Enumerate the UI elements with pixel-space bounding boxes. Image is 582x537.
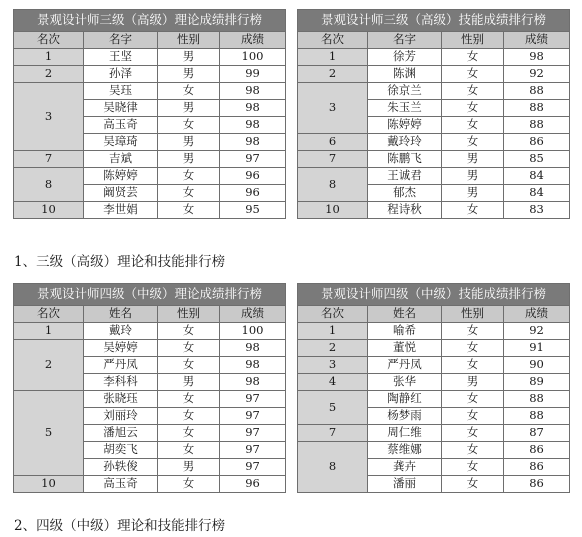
gender-cell: 女 bbox=[442, 476, 504, 493]
gender-cell: 女 bbox=[442, 425, 504, 442]
name-cell: 戴玲 bbox=[84, 323, 158, 340]
name-cell: 程诗秋 bbox=[368, 202, 442, 219]
name-cell: 戴玲玲 bbox=[368, 134, 442, 151]
table-row bbox=[14, 202, 286, 219]
score-cell: 96 bbox=[220, 185, 286, 202]
name-cell: 严丹凤 bbox=[84, 357, 158, 374]
table-row bbox=[298, 134, 570, 151]
table-row bbox=[14, 151, 286, 168]
gender-cell: 女 bbox=[442, 442, 504, 459]
score-cell: 86 bbox=[504, 459, 570, 476]
rank-cell: 1 bbox=[14, 323, 84, 340]
column-header: 名字 bbox=[368, 32, 442, 49]
gender-cell: 女 bbox=[442, 100, 504, 117]
rank-cell: 3 bbox=[298, 83, 368, 134]
gender-cell: 男 bbox=[442, 374, 504, 391]
rank-cell: 10 bbox=[14, 202, 84, 219]
score-cell: 97 bbox=[220, 408, 286, 425]
rank-cell: 7 bbox=[298, 151, 368, 168]
table-row bbox=[298, 168, 570, 185]
table-row bbox=[298, 323, 570, 340]
column-header: 名次 bbox=[14, 306, 84, 323]
score-cell: 98 bbox=[504, 49, 570, 66]
gender-cell: 女 bbox=[158, 323, 220, 340]
table-title: 景观设计师四级（中级）技能成绩排行榜 bbox=[298, 284, 570, 306]
name-cell: 王坚 bbox=[84, 49, 158, 66]
column-header: 名次 bbox=[298, 306, 368, 323]
name-cell: 胡奕飞 bbox=[84, 442, 158, 459]
table-row bbox=[298, 202, 570, 219]
name-cell: 陈婷婷 bbox=[368, 117, 442, 134]
name-cell: 李世娟 bbox=[84, 202, 158, 219]
name-cell: 张华 bbox=[368, 374, 442, 391]
score-cell: 99 bbox=[220, 66, 286, 83]
table-row bbox=[298, 151, 570, 168]
gender-cell: 女 bbox=[442, 134, 504, 151]
rank-cell: 2 bbox=[14, 340, 84, 391]
rank-cell: 8 bbox=[14, 168, 84, 202]
gender-cell: 女 bbox=[158, 442, 220, 459]
gender-cell: 女 bbox=[158, 476, 220, 493]
table-row bbox=[14, 66, 286, 83]
gender-cell: 女 bbox=[442, 408, 504, 425]
score-cell: 98 bbox=[220, 117, 286, 134]
rank-cell: 5 bbox=[298, 391, 368, 425]
rank-cell: 2 bbox=[298, 66, 368, 83]
column-header: 名字 bbox=[84, 32, 158, 49]
name-cell: 潘旭云 bbox=[84, 425, 158, 442]
score-cell: 95 bbox=[220, 202, 286, 219]
table-row bbox=[298, 66, 570, 83]
score-cell: 97 bbox=[220, 425, 286, 442]
score-cell: 97 bbox=[220, 442, 286, 459]
name-cell: 蔡维娜 bbox=[368, 442, 442, 459]
table-title: 景观设计师四级（中级）理论成绩排行榜 bbox=[14, 284, 286, 306]
score-cell: 88 bbox=[504, 100, 570, 117]
name-cell: 孙轶俊 bbox=[84, 459, 158, 476]
table-row bbox=[14, 391, 286, 408]
table-block bbox=[297, 283, 569, 493]
column-header: 成绩 bbox=[504, 306, 570, 323]
gender-cell: 男 bbox=[442, 185, 504, 202]
score-cell: 86 bbox=[504, 476, 570, 493]
name-cell: 郁杰 bbox=[368, 185, 442, 202]
name-cell: 吴璋琦 bbox=[84, 134, 158, 151]
column-header: 性别 bbox=[158, 32, 220, 49]
score-cell: 97 bbox=[220, 459, 286, 476]
gender-cell: 女 bbox=[158, 83, 220, 100]
rank-cell: 10 bbox=[14, 476, 84, 493]
table-block bbox=[13, 9, 285, 219]
score-cell: 98 bbox=[220, 83, 286, 100]
score-cell: 88 bbox=[504, 408, 570, 425]
name-cell: 朱玉兰 bbox=[368, 100, 442, 117]
rank-cell: 7 bbox=[14, 151, 84, 168]
score-cell: 86 bbox=[504, 442, 570, 459]
ranking-table bbox=[297, 9, 570, 219]
rank-cell: 7 bbox=[298, 425, 368, 442]
column-header: 性别 bbox=[442, 306, 504, 323]
table-title: 景观设计师三级（高级）理论成绩排行榜 bbox=[14, 10, 286, 32]
gender-cell: 女 bbox=[158, 340, 220, 357]
ranking-table bbox=[297, 283, 570, 493]
gender-cell: 男 bbox=[158, 374, 220, 391]
table-row bbox=[298, 83, 570, 100]
score-cell: 83 bbox=[504, 202, 570, 219]
name-cell: 董悦 bbox=[368, 340, 442, 357]
rank-cell: 8 bbox=[298, 168, 368, 202]
gender-cell: 女 bbox=[158, 408, 220, 425]
name-cell: 王诚君 bbox=[368, 168, 442, 185]
name-cell: 张晓珏 bbox=[84, 391, 158, 408]
score-cell: 97 bbox=[220, 151, 286, 168]
name-cell: 李科科 bbox=[84, 374, 158, 391]
rank-cell: 2 bbox=[298, 340, 368, 357]
name-cell: 龚卉 bbox=[368, 459, 442, 476]
score-cell: 88 bbox=[504, 117, 570, 134]
table-row bbox=[14, 168, 286, 185]
gender-cell: 女 bbox=[158, 168, 220, 185]
score-cell: 98 bbox=[220, 134, 286, 151]
column-header: 成绩 bbox=[220, 32, 286, 49]
score-cell: 92 bbox=[504, 66, 570, 83]
name-cell: 吉斌 bbox=[84, 151, 158, 168]
name-cell: 徐芳 bbox=[368, 49, 442, 66]
column-header: 成绩 bbox=[504, 32, 570, 49]
table-row bbox=[14, 476, 286, 493]
gender-cell: 女 bbox=[442, 49, 504, 66]
table-row bbox=[298, 374, 570, 391]
score-cell: 88 bbox=[504, 391, 570, 408]
score-cell: 86 bbox=[504, 134, 570, 151]
score-cell: 84 bbox=[504, 185, 570, 202]
name-cell: 高玉奇 bbox=[84, 117, 158, 134]
name-cell: 陶静红 bbox=[368, 391, 442, 408]
gender-cell: 女 bbox=[442, 323, 504, 340]
score-cell: 90 bbox=[504, 357, 570, 374]
score-cell: 87 bbox=[504, 425, 570, 442]
name-cell: 徐京兰 bbox=[368, 83, 442, 100]
score-cell: 89 bbox=[504, 374, 570, 391]
score-cell: 92 bbox=[504, 323, 570, 340]
score-cell: 85 bbox=[504, 151, 570, 168]
gender-cell: 女 bbox=[442, 391, 504, 408]
name-cell: 高玉奇 bbox=[84, 476, 158, 493]
gender-cell: 男 bbox=[158, 100, 220, 117]
gender-cell: 女 bbox=[442, 66, 504, 83]
table-row bbox=[14, 340, 286, 357]
score-cell: 84 bbox=[504, 168, 570, 185]
table-block bbox=[297, 9, 569, 219]
column-header: 姓名 bbox=[368, 306, 442, 323]
column-header: 姓名 bbox=[84, 306, 158, 323]
gender-cell: 男 bbox=[158, 459, 220, 476]
rank-cell: 8 bbox=[298, 442, 368, 493]
rank-cell: 3 bbox=[298, 357, 368, 374]
gender-cell: 女 bbox=[158, 391, 220, 408]
name-cell: 吴晓律 bbox=[84, 100, 158, 117]
name-cell: 周仁维 bbox=[368, 425, 442, 442]
rank-cell: 10 bbox=[298, 202, 368, 219]
gender-cell: 女 bbox=[158, 202, 220, 219]
section-caption: 1、三级（高级）理论和技能排行榜 bbox=[14, 254, 226, 270]
gender-cell: 女 bbox=[158, 357, 220, 374]
gender-cell: 女 bbox=[442, 202, 504, 219]
table-row bbox=[14, 49, 286, 66]
column-header: 性别 bbox=[442, 32, 504, 49]
column-header: 名次 bbox=[298, 32, 368, 49]
rank-cell: 5 bbox=[14, 391, 84, 476]
name-cell: 吴珏 bbox=[84, 83, 158, 100]
name-cell: 杨梦雨 bbox=[368, 408, 442, 425]
gender-cell: 男 bbox=[158, 151, 220, 168]
name-cell: 潘丽 bbox=[368, 476, 442, 493]
name-cell: 孙泽 bbox=[84, 66, 158, 83]
table-title: 景观设计师三级（高级）技能成绩排行榜 bbox=[298, 10, 570, 32]
rank-cell: 6 bbox=[298, 134, 368, 151]
name-cell: 刘丽玲 bbox=[84, 408, 158, 425]
rank-cell: 1 bbox=[298, 323, 368, 340]
name-cell: 阚贤芸 bbox=[84, 185, 158, 202]
score-cell: 98 bbox=[220, 340, 286, 357]
gender-cell: 女 bbox=[442, 117, 504, 134]
ranking-table bbox=[13, 9, 286, 219]
table-row bbox=[14, 323, 286, 340]
column-header: 性别 bbox=[158, 306, 220, 323]
score-cell: 100 bbox=[220, 323, 286, 340]
table-row bbox=[14, 83, 286, 100]
table-row bbox=[298, 49, 570, 66]
name-cell: 喻希 bbox=[368, 323, 442, 340]
column-header: 名次 bbox=[14, 32, 84, 49]
table-row bbox=[298, 357, 570, 374]
score-cell: 88 bbox=[504, 83, 570, 100]
score-cell: 96 bbox=[220, 168, 286, 185]
table-row bbox=[298, 425, 570, 442]
name-cell: 严丹凤 bbox=[368, 357, 442, 374]
gender-cell: 女 bbox=[158, 185, 220, 202]
rank-cell: 4 bbox=[298, 374, 368, 391]
gender-cell: 女 bbox=[158, 117, 220, 134]
name-cell: 陈鹏飞 bbox=[368, 151, 442, 168]
gender-cell: 女 bbox=[442, 459, 504, 476]
score-cell: 91 bbox=[504, 340, 570, 357]
gender-cell: 男 bbox=[442, 151, 504, 168]
gender-cell: 男 bbox=[158, 49, 220, 66]
table-block bbox=[13, 283, 285, 493]
gender-cell: 男 bbox=[158, 134, 220, 151]
name-cell: 吴婷婷 bbox=[84, 340, 158, 357]
score-cell: 100 bbox=[220, 49, 286, 66]
ranking-table bbox=[13, 283, 286, 493]
score-cell: 96 bbox=[220, 476, 286, 493]
rank-cell: 2 bbox=[14, 66, 84, 83]
score-cell: 97 bbox=[220, 391, 286, 408]
name-cell: 陈婷婷 bbox=[84, 168, 158, 185]
table-row bbox=[298, 340, 570, 357]
rank-cell: 1 bbox=[298, 49, 368, 66]
gender-cell: 男 bbox=[158, 66, 220, 83]
gender-cell: 女 bbox=[442, 83, 504, 100]
gender-cell: 男 bbox=[442, 168, 504, 185]
gender-cell: 女 bbox=[442, 357, 504, 374]
score-cell: 98 bbox=[220, 100, 286, 117]
rank-cell: 3 bbox=[14, 83, 84, 151]
rank-cell: 1 bbox=[14, 49, 84, 66]
gender-cell: 女 bbox=[442, 340, 504, 357]
table-row bbox=[298, 442, 570, 459]
section-caption: 2、四级（中级）理论和技能排行榜 bbox=[14, 518, 226, 534]
score-cell: 98 bbox=[220, 357, 286, 374]
gender-cell: 女 bbox=[158, 425, 220, 442]
score-cell: 98 bbox=[220, 374, 286, 391]
table-row bbox=[298, 391, 570, 408]
column-header: 成绩 bbox=[220, 306, 286, 323]
name-cell: 陈渊 bbox=[368, 66, 442, 83]
